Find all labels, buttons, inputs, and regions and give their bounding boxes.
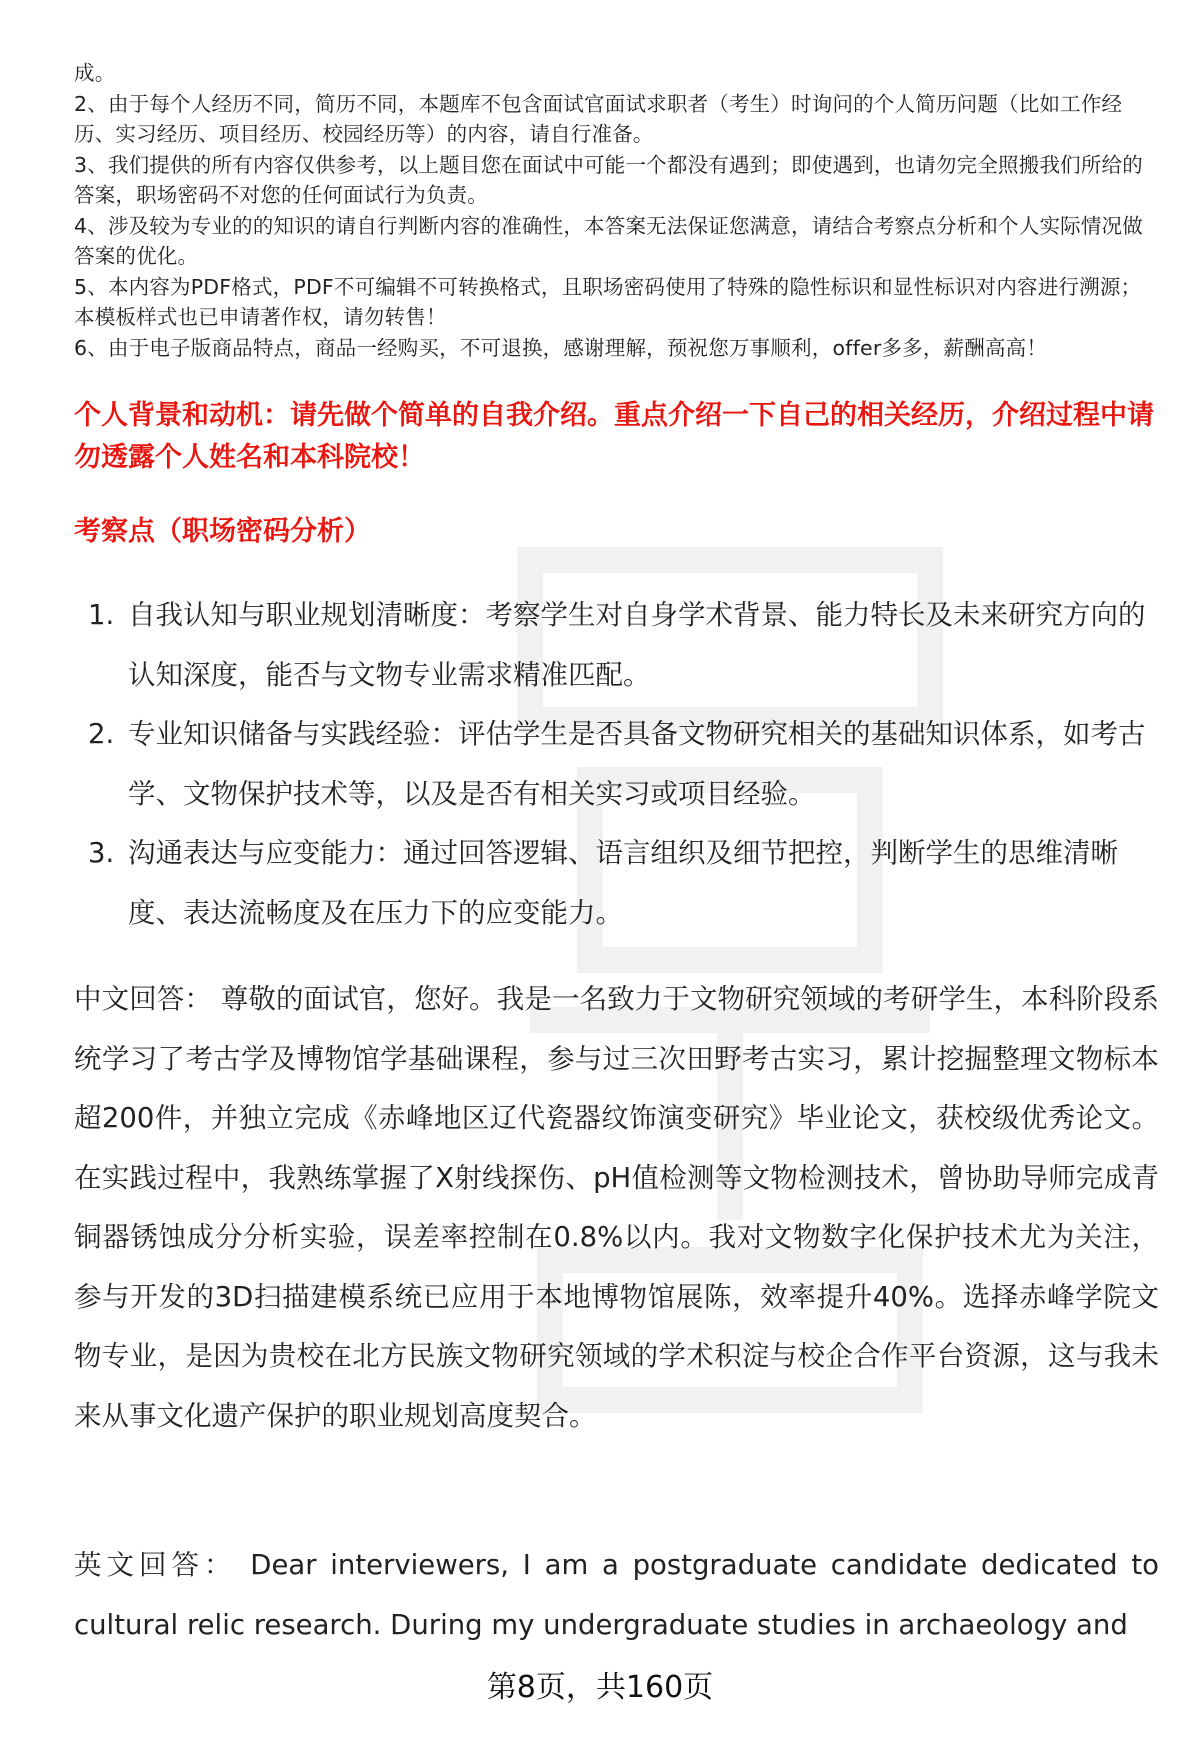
chinese-answer: 中文回答： 尊敬的面试官，您好。我是一名致力于文物研究领域的考研学生，本科阶段系统学习了考古学及博物馆学基础课程，参与过三次田野考古实习，累计挖掘整理文物标本超200件，并独立完成《赤峰地区辽代瓷器纹饰演变研究》毕业论文，获校级优秀论文。在实践过程中，我熟练掌握了X射线探伤、pH值检测等文物检测技术，曾协助导师完成青铜器锈蚀成分分析实验，误差率控制在0.8%以内。我对文物数字化保护技术尤为关注，参与开发的3D扫描建模系统已应用于本地博物馆展陈，效率提升40%。选择赤峰学院文物专业，是因为贵校在北方民族文物研究领域的学术积淀与校企合作平台资源，这与我未来从事文化遗产保护的职业规划高度契合。	[74, 983, 1159, 1432]
question-heading: 个人背景和动机：请先做个简单的自我介绍。重点介绍一下自己的相关经历，介绍过程中请勿透露个人姓名和本科院校！	[74, 400, 1154, 473]
analysis-point	[74, 824, 1154, 943]
point-number: 2.	[88, 718, 115, 750]
notice-item: 5、本内容为PDF格式，PDF不可编辑不可转换格式，且职场密码使用了特殊的隐性标识和显性标识对内容进行溯源；本模板样式也已申请著作权，请勿转售！	[74, 274, 1142, 329]
point-text: 专业知识储备与实践经验：评估学生是否具备文物研究相关的基础知识体系，如考古学、文物保护技术等，以及是否有相关实习或项目经验。	[128, 718, 1146, 810]
notice-item: 2、由于每个人经历不同，简历不同，本题库不包含面试官面试求职者（考生）时询问的个人简历问题（比如工作经历、实习经历、项目经历、校园经历等）的内容，请自行准备。	[74, 91, 1123, 146]
analysis-point	[74, 586, 1154, 705]
notice-list	[74, 58, 1154, 363]
notice-item: 4、涉及较为专业的的知识的请自行判断内容的准确性，本答案无法保证您满意，请结合考察点分析和个人实际情况做答案的优化。	[74, 213, 1143, 268]
point-number: 1.	[88, 599, 115, 631]
analysis-heading: 考察点（职场密码分析）	[74, 516, 371, 547]
page-number-footer: 第8页，共160页	[486, 1670, 714, 1705]
notice-item: 6、由于电子版商品特点，商品一经购买，不可退换，感谢理解，预祝您万事顺利，offer多多，薪酬高高！	[74, 335, 1048, 360]
point-number: 3.	[88, 837, 115, 869]
point-text: 沟通表达与应变能力：通过回答逻辑、语言组织及细节把控，判断学生的思维清晰度、表达流畅度及在压力下的应变能力。	[128, 837, 1118, 929]
notice-item: 成。	[74, 61, 116, 85]
analysis-points	[74, 586, 1154, 943]
point-text: 自我认知与职业规划清晰度：考察学生对自身学术背景、能力特长及未来研究方向的认知深度，能否与文物专业需求精准匹配。	[128, 599, 1146, 691]
english-answer: 英文回答： Dear interviewers, I am a postgraduate candidate dedicated to cultural relic research. During my undergraduate studies in archaeology and	[74, 1549, 1159, 1641]
analysis-point	[74, 705, 1154, 824]
notice-item: 3、我们提供的所有内容仅供参考，以上题目您在面试中可能一个都没有遇到；即使遇到，也请勿完全照搬我们所给的答案，职场密码不对您的任何面试行为负责。	[74, 152, 1143, 207]
